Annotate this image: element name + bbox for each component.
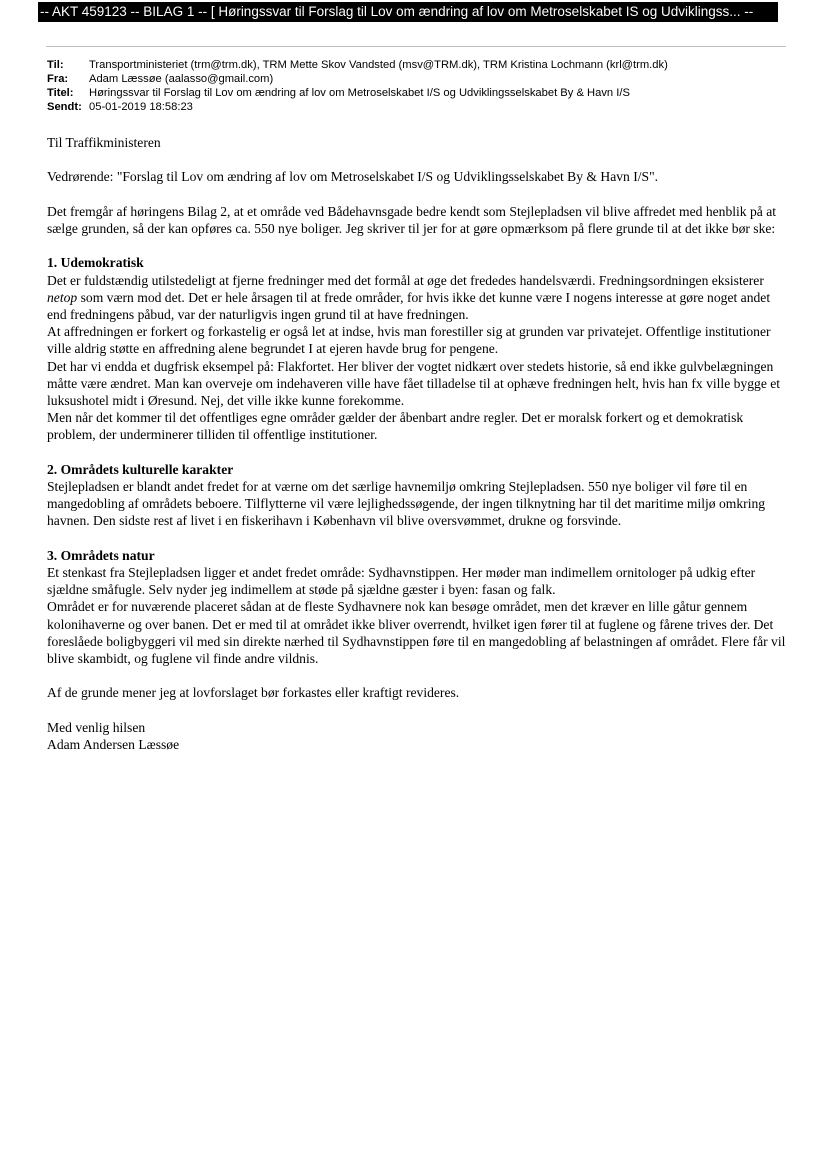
section-1-heading: 1. Udemokratisk [47, 255, 144, 271]
section-1-paragraph-4: Men når det kommer til det offentliges egne områder gælder der åbenbart andre regler. Det er moralsk forkert og et demokratisk problem, der underminerer tilliden til offentlige institutioner. [47, 410, 744, 443]
section-cultural-character [47, 461, 787, 530]
section-2-heading: 2. Områdets kulturelle karakter [47, 461, 234, 477]
sent-value: 05-01-2019 18:58:23 [89, 101, 193, 113]
section-1-p1-text-a: Det er fuldstændig utilstedeligt at fjerne fredninger med det formål at øge det frededes handelsværdi. Fredningsordningen eksisterer [47, 272, 764, 288]
letter-body [47, 134, 787, 753]
title-label: Titel: [47, 87, 74, 99]
sent-row [47, 100, 782, 114]
section-undemocratic [47, 254, 787, 443]
letter-subject: Vedrørende: "Forslag til Lov om ændring af lov om Metroselskabet I/S og Udviklingsselskabet By & Havn I/S". [47, 169, 659, 185]
to-label: Til: [47, 59, 64, 71]
header-divider [46, 46, 786, 47]
document-header-bar: -- AKT 459123 -- BILAG 1 -- [ Høringssvar til Forslag til Lov om ændring af lov om Metroselskabet IS og Udviklingss... -- [38, 2, 778, 22]
letter-signature: Adam Andersen Læssøe [47, 737, 180, 752]
title-value: Høringssvar til Forslag til Lov om ændring af lov om Metroselskabet I/S og Udviklingsselskabet By & Havn I/S [89, 87, 630, 99]
from-row [47, 72, 782, 86]
section-1-paragraph-2: At affredningen er forkert og forkastelig er også let at indse, hvis man forestiller sig at grunden var privatejet. Offentlige institutioner ville aldrig støtte en affredning alene begrundet I at ejeren havde brug for pengene. [47, 324, 771, 357]
section-1-paragraph-1 [47, 272, 787, 324]
section-3-paragraph-1: Et stenkast fra Stejlepladsen ligger et andet fredet område: Sydhavnstippen. Her møder man indimellem ornitologer på udkig efter sjældne småfugle. Selv nyder jeg indimellem at støde på sjældne gæster i byen: fasan og falk. [47, 565, 756, 598]
section-2-paragraph-1: Stejlepladsen er blandt andet fredet for at værne om det særlige havnemiljø omkring Stejlepladsen. 550 nye boliger vil føre til en mangedobling af områdets beboere. Tilflytterne vil være lejlighedssøgende, der ingen tilknytning har til det maritime miljø omkring havnen. Den sidste rest af livet i en fiskerihavn i København vil blive oversvømmet, drukne og forsvinde. [47, 479, 766, 529]
section-nature [47, 547, 787, 667]
from-label: Fra: [47, 73, 69, 85]
email-headers [47, 58, 782, 114]
letter-conclusion: Af de grunde mener jeg at lovforslaget bør forkastes eller kraftigt revideres. [47, 685, 460, 701]
letter-greeting: Til Traffikministeren [47, 135, 161, 150]
section-1-p1-text-b: som værn mod det. Det er hele årsagen til at frede områder, for hvis ikke det kunne være I nogens interesse at gøre noget andet end fredningens påbud, var der naturligvis ingen grund til at have fredningen. [47, 289, 771, 322]
letter-closing: Med venlig hilsen [47, 719, 146, 735]
section-3-paragraph-2: Området er for nuværende placeret sådan at de fleste Sydhavnere nok kan besøge området, men det kræver en lille gåtur gennem kolonihaverne og over banen. Det er med til at området ikke bliver overrendt, hvilket igen fører til at fuglene og fårene trives der. Det foreslåede boligbyggeri vil med sin direkte nærhed til Sydhavnstippen føre til en mangedobling af belastningen af området. Flere får vil blive skambidt, og fuglene vil finde andre vildnis. [47, 599, 786, 667]
letter-intro: Det fremgår af høringens Bilag 2, at et område ved Bådehavnsgade bedre kendt som Stejlepladsen vil blive affredet med henblik på at sælge grunden, så der kan opføres ca. 550 nye boliger. Jeg skriver til jer for at gøre opmærksom på flere grunde til at det ikke bør ske: [47, 203, 777, 236]
to-row [47, 58, 782, 72]
to-value: Transportministeriet (trm@trm.dk), TRM Mette Skov Vandsted (msv@TRM.dk), TRM Kristina Lochmann (krl@trm.dk) [89, 59, 668, 71]
title-row [47, 86, 782, 100]
section-1-paragraph-3: Det har vi endda et dugfrisk eksempel på: Flakfortet. Her bliver der vogtet nidkært over stedets historie, så end ikke gulvbelægningen måtte være ændret. Man kan overveje om indehaveren ville have fået tilladelse til at ophæve fredningen helt, hvis han fx ville bygge et luksushotel midt i Øresund. Nej, det ville ikke kunne forekomme. [47, 358, 781, 408]
section-3-heading: 3. Områdets natur [47, 547, 155, 563]
from-value: Adam Læssøe (aalasso@gmail.com) [89, 73, 274, 85]
sent-label: Sendt: [47, 101, 82, 113]
section-1-p1-emphasis: netop [47, 289, 78, 305]
